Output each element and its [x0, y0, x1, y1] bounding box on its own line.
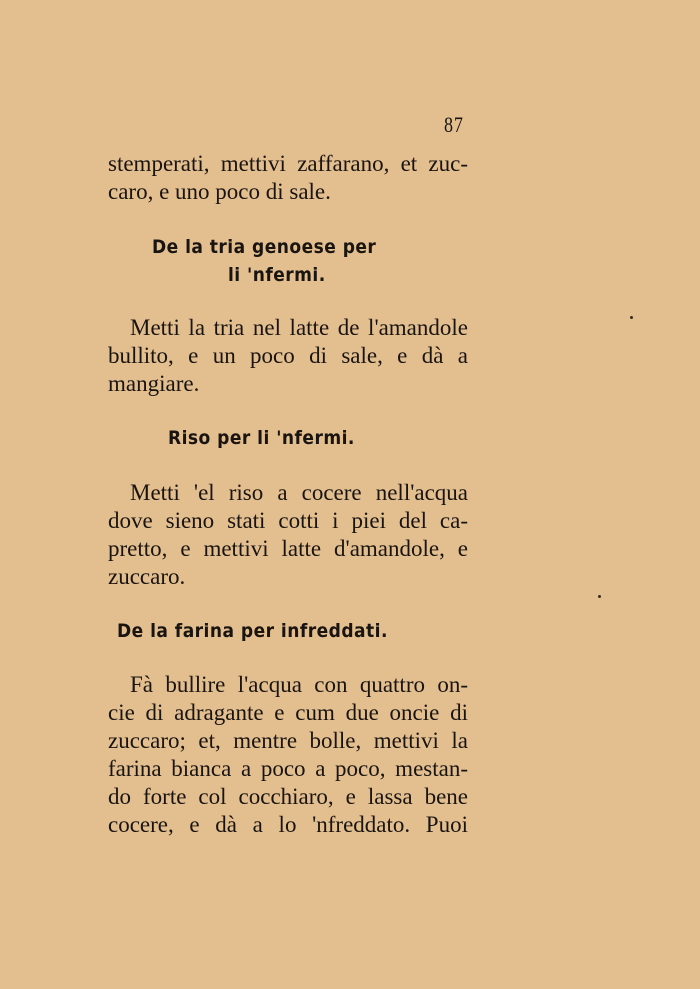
scan-speck	[598, 595, 601, 598]
paragraph-3-line-2: dove sieno stati cotti i piei del ca-	[108, 508, 468, 533]
paragraph-2-line-1: Metti la tria nel latte de l'amandole	[130, 315, 468, 340]
paragraph-3-line-4: zuccaro.	[108, 564, 186, 589]
paragraph-1-line-1: stemperati, mettivi zaffarano, et zuc-	[108, 151, 468, 176]
paragraph-4-line-3: zuccaro; et, mentre bolle, mettivi la	[108, 728, 468, 753]
paragraph-4-line-2: cie di adragante e cum due oncie di	[108, 700, 468, 725]
recipe-heading-riso: Riso per li 'nfermi.	[168, 427, 355, 449]
paragraph-2-line-2: bullito, e un poco di sale, e dà a	[108, 343, 468, 368]
paragraph-4-line-6: cocere, e dà a lo 'nfreddato. Puoi	[108, 812, 468, 837]
recipe-heading-tria-genoese-line-2: li 'nfermi.	[228, 264, 326, 286]
paragraph-4-line-5: do forte col cocchiaro, e lassa bene	[108, 784, 468, 809]
scan-speck	[630, 316, 633, 319]
recipe-heading-farina: De la farina per infreddati.	[117, 620, 388, 642]
recipe-heading-tria-genoese-line-1: De la tria genoese per	[152, 236, 377, 258]
paragraph-2-line-3: mangiare.	[108, 371, 200, 396]
paragraph-4-line-4: farina bianca a poco a poco, mestan-	[108, 756, 468, 781]
paragraph-3-line-3: pretto, e mettivi latte d'amandole, e	[108, 536, 468, 561]
paragraph-3-line-1: Metti 'el riso a cocere nell'acqua	[130, 480, 468, 505]
page-number: 87	[444, 112, 464, 137]
paragraph-4-line-1: Fà bullire l'acqua con quattro on-	[130, 672, 468, 697]
paragraph-1-line-2: caro, e uno poco di sale.	[108, 179, 331, 204]
